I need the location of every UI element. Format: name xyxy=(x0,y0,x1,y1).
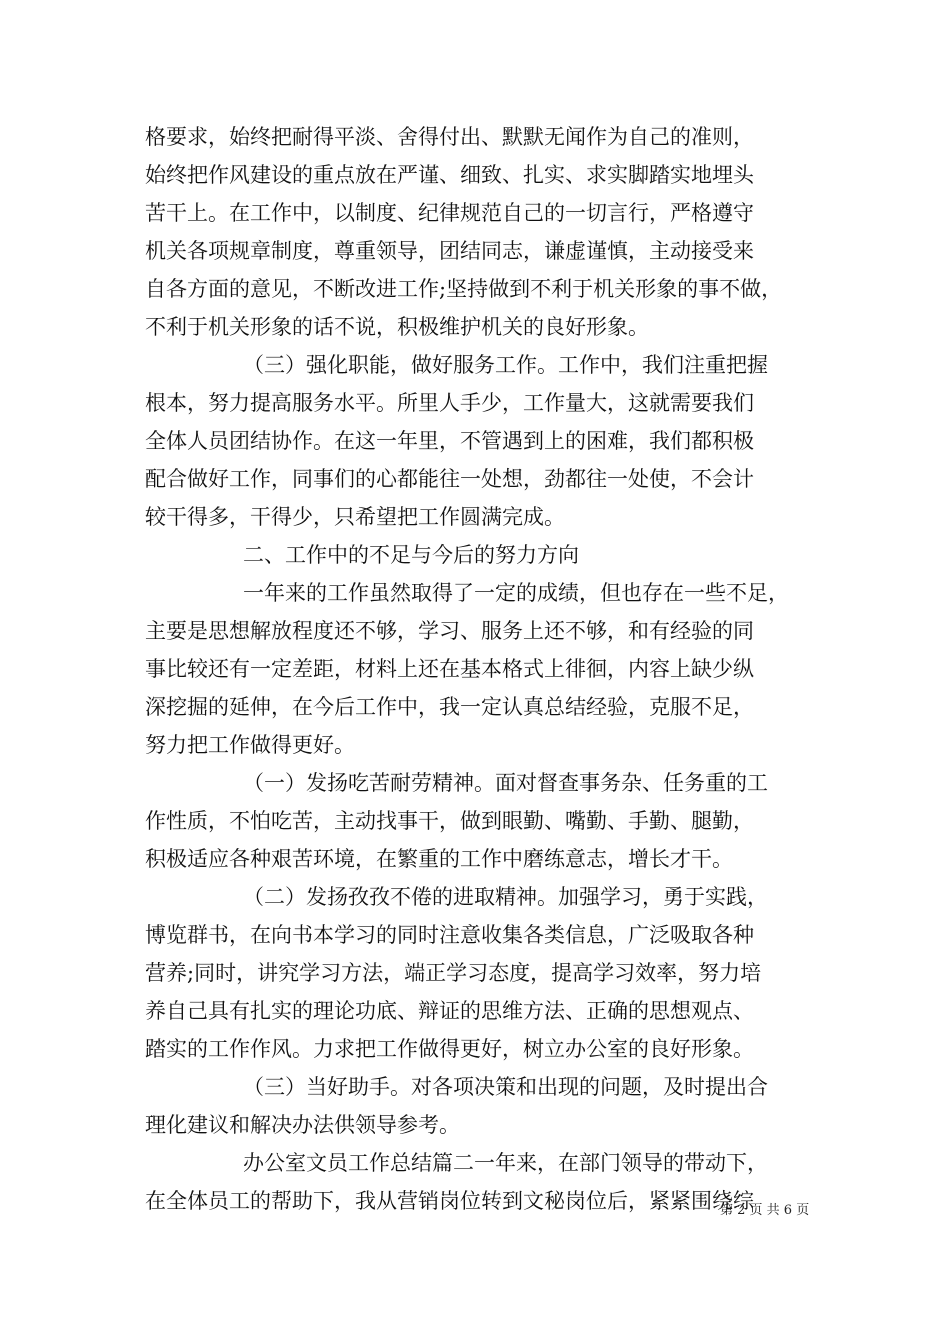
text-line: 养自己具有扎实的理论功底、辩证的思维方法、正确的思想观点、 xyxy=(145,999,754,1023)
text-line: 深挖掘的延伸，在今后工作中，我一定认真总结经验，克服不足， xyxy=(145,695,754,719)
document-body xyxy=(145,118,825,1220)
paragraph-start-line: 办公室文员工作总结篇二一年来，在部门领导的带动下， xyxy=(243,1151,768,1175)
text-line: 营养;同时，讲究学习方法，端正学习态度，提高学习效率，努力培 xyxy=(145,961,762,985)
text-line: 全体人员团结协作。在这一年里，不管遇到上的困难，我们都积极 xyxy=(145,429,754,453)
paragraph-start-line: （三）当好助手。对各项决策和出现的问题，及时提出合 xyxy=(243,1075,768,1099)
text-line: 在全体员工的帮助下，我从营销岗位转到文秘岗位后，紧紧围绕综 xyxy=(145,1189,754,1213)
text-line: 作性质，不怕吃苦，主动找事干，做到眼勤、嘴勤、手勤、腿勤， xyxy=(145,809,754,833)
text-line: 博览群书，在向书本学习的同时注意收集各类信息，广泛吸取各种 xyxy=(145,923,754,947)
paragraph-start-line: （三）强化职能，做好服务工作。工作中，我们注重把握 xyxy=(243,353,768,377)
text-line: 积极适应各种艰苦环境，在繁重的工作中磨练意志，增长才干。 xyxy=(145,847,733,871)
text-line: 较干得多，干得少，只希望把工作圆满完成。 xyxy=(145,505,565,529)
text-line: 配合做好工作，同事们的心都能往一处想，劲都往一处使，不会计 xyxy=(145,467,754,491)
text-line: 不利于机关形象的话不说，积极维护机关的良好形象。 xyxy=(145,315,649,339)
paragraph-start-line: （一）发扬吃苦耐劳精神。面对督查事务杂、任务重的工 xyxy=(243,771,768,795)
text-line: 格要求，始终把耐得平淡、舍得付出、默默无闻作为自己的准则， xyxy=(145,125,754,149)
text-line: 事比较还有一定差距，材料上还在基本格式上徘徊，内容上缺少纵 xyxy=(145,657,754,681)
paragraph-start-line: 一年来的工作虽然取得了一定的成绩，但也存在一些不足， xyxy=(243,581,789,605)
text-line: 机关各项规章制度，尊重领导，团结同志，谦虚谨慎，主动接受来 xyxy=(145,239,754,263)
text-line: 始终把作风建设的重点放在严谨、细致、扎实、求实脚踏实地埋头 xyxy=(145,163,754,187)
page-number-footer: 第 2 页 共 6 页 xyxy=(720,1203,810,1218)
text-line: 苦干上。在工作中，以制度、纪律规范自己的一切言行，严格遵守 xyxy=(145,201,754,225)
text-line: 努力把工作做得更好。 xyxy=(145,733,355,757)
text-line: 踏实的工作作风。力求把工作做得更好，树立办公室的良好形象。 xyxy=(145,1037,754,1061)
text-line: 理化建议和解决办法供领导参考。 xyxy=(145,1113,460,1137)
text-line: 主要是思想解放程度还不够，学习、服务上还不够，和有经验的同 xyxy=(145,619,754,643)
text-line: 自各方面的意见，不断改进工作;坚持做到不利于机关形象的事不做， xyxy=(145,277,783,301)
section-heading: 二、工作中的不足与今后的努力方向 xyxy=(243,543,579,567)
paragraph-start-line: （二）发扬孜孜不倦的进取精神。加强学习，勇于实践， xyxy=(243,885,768,909)
text-line: 根本，努力提高服务水平。所里人手少，工作量大，这就需要我们 xyxy=(145,391,754,415)
